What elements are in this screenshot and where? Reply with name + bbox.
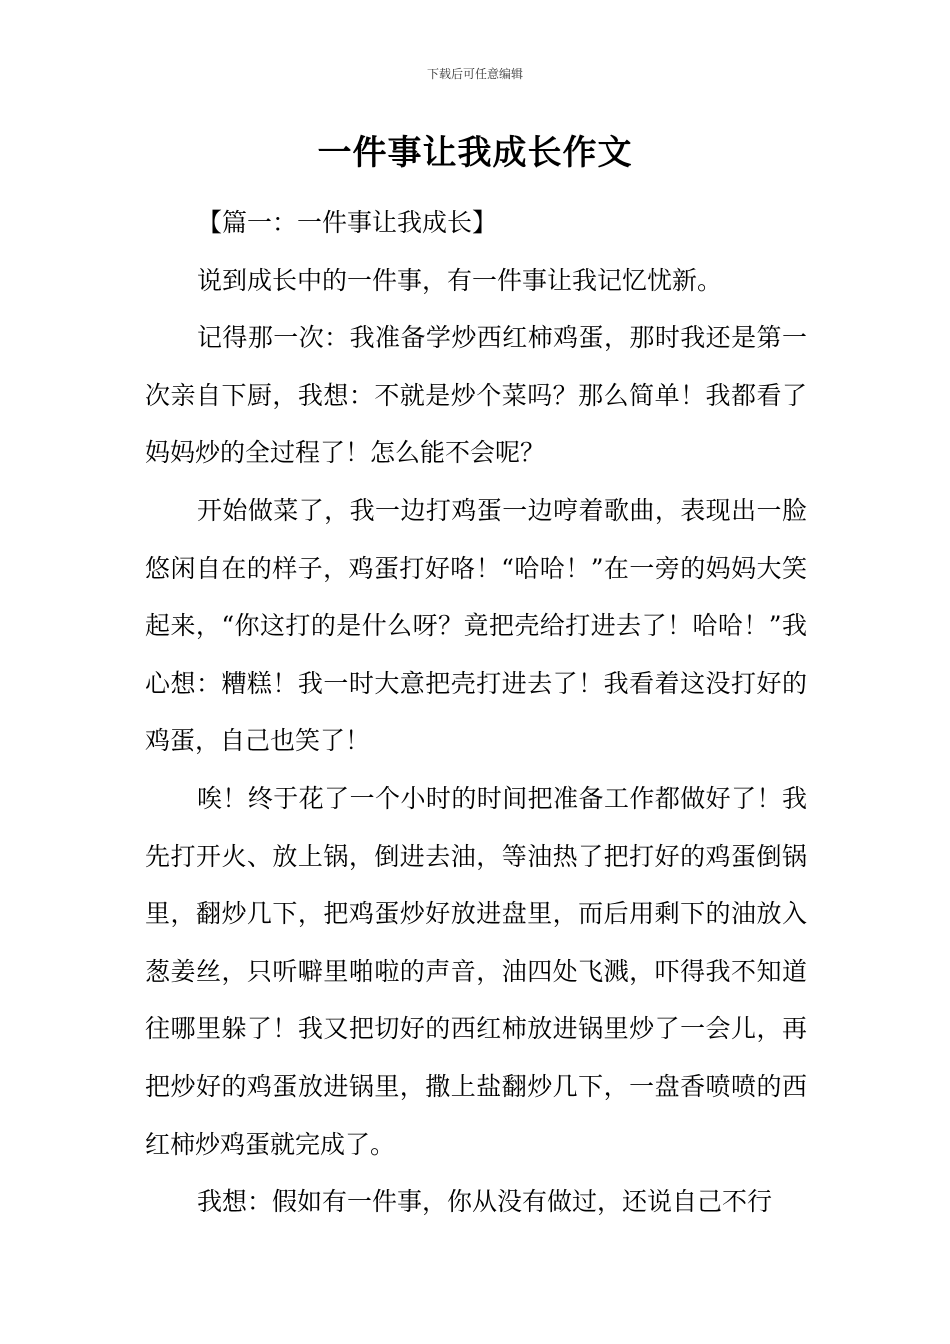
header-note: 下载后可任意编辑 [426, 67, 523, 81]
paragraph-5: 我想：假如有一件事，你从没有做过，还说自己不行 [197, 1187, 773, 1217]
document-body [145, 194, 807, 1231]
section-heading: 【篇一：一件事让我成长】 [197, 208, 498, 237]
paragraph-1: 说到成长中的一件事，有一件事让我记忆忧新。 [197, 265, 723, 295]
paragraph-4: 唉！终于花了一个小时的时间把准备工作都做好了！我先打开火、放上锅，倒进去油，等油热了把打好的鸡蛋倒锅里，翻炒几下，把鸡蛋炒好放进盘里，而后用剩下的油放入葱姜丝，只听噼里啪啦的声音，油四处飞溅，吓得我不知道往哪里躲了！我又把切好的西红柿放进锅里炒了一会儿，再把炒好的鸡蛋放进锅里，撒上盐翻炒几下，一盘香喷喷的西红柿炒鸡蛋就完成了。 [145, 783, 807, 1159]
paragraph-3: 开始做菜了，我一边打鸡蛋一边哼着歌曲，表现出一脸悠闲自在的样子，鸡蛋打好咯！“哈哈！”在一旁的妈妈大笑起来，“你这打的是什么呀？竟把壳给打进去了！哈哈！”我心想：糟糕！我一时大意把壳打进去了！我看着这没打好的鸡蛋，自己也笑了！ [145, 495, 807, 756]
paragraph-2: 记得那一次：我准备学炒西红柿鸡蛋，那时我还是第一次亲自下厨，我想：不就是炒个菜吗？那么简单！我都看了妈妈炒的全过程了！怎么能不会呢？ [145, 323, 807, 468]
document-title: 一件事让我成长作文 [317, 133, 633, 173]
